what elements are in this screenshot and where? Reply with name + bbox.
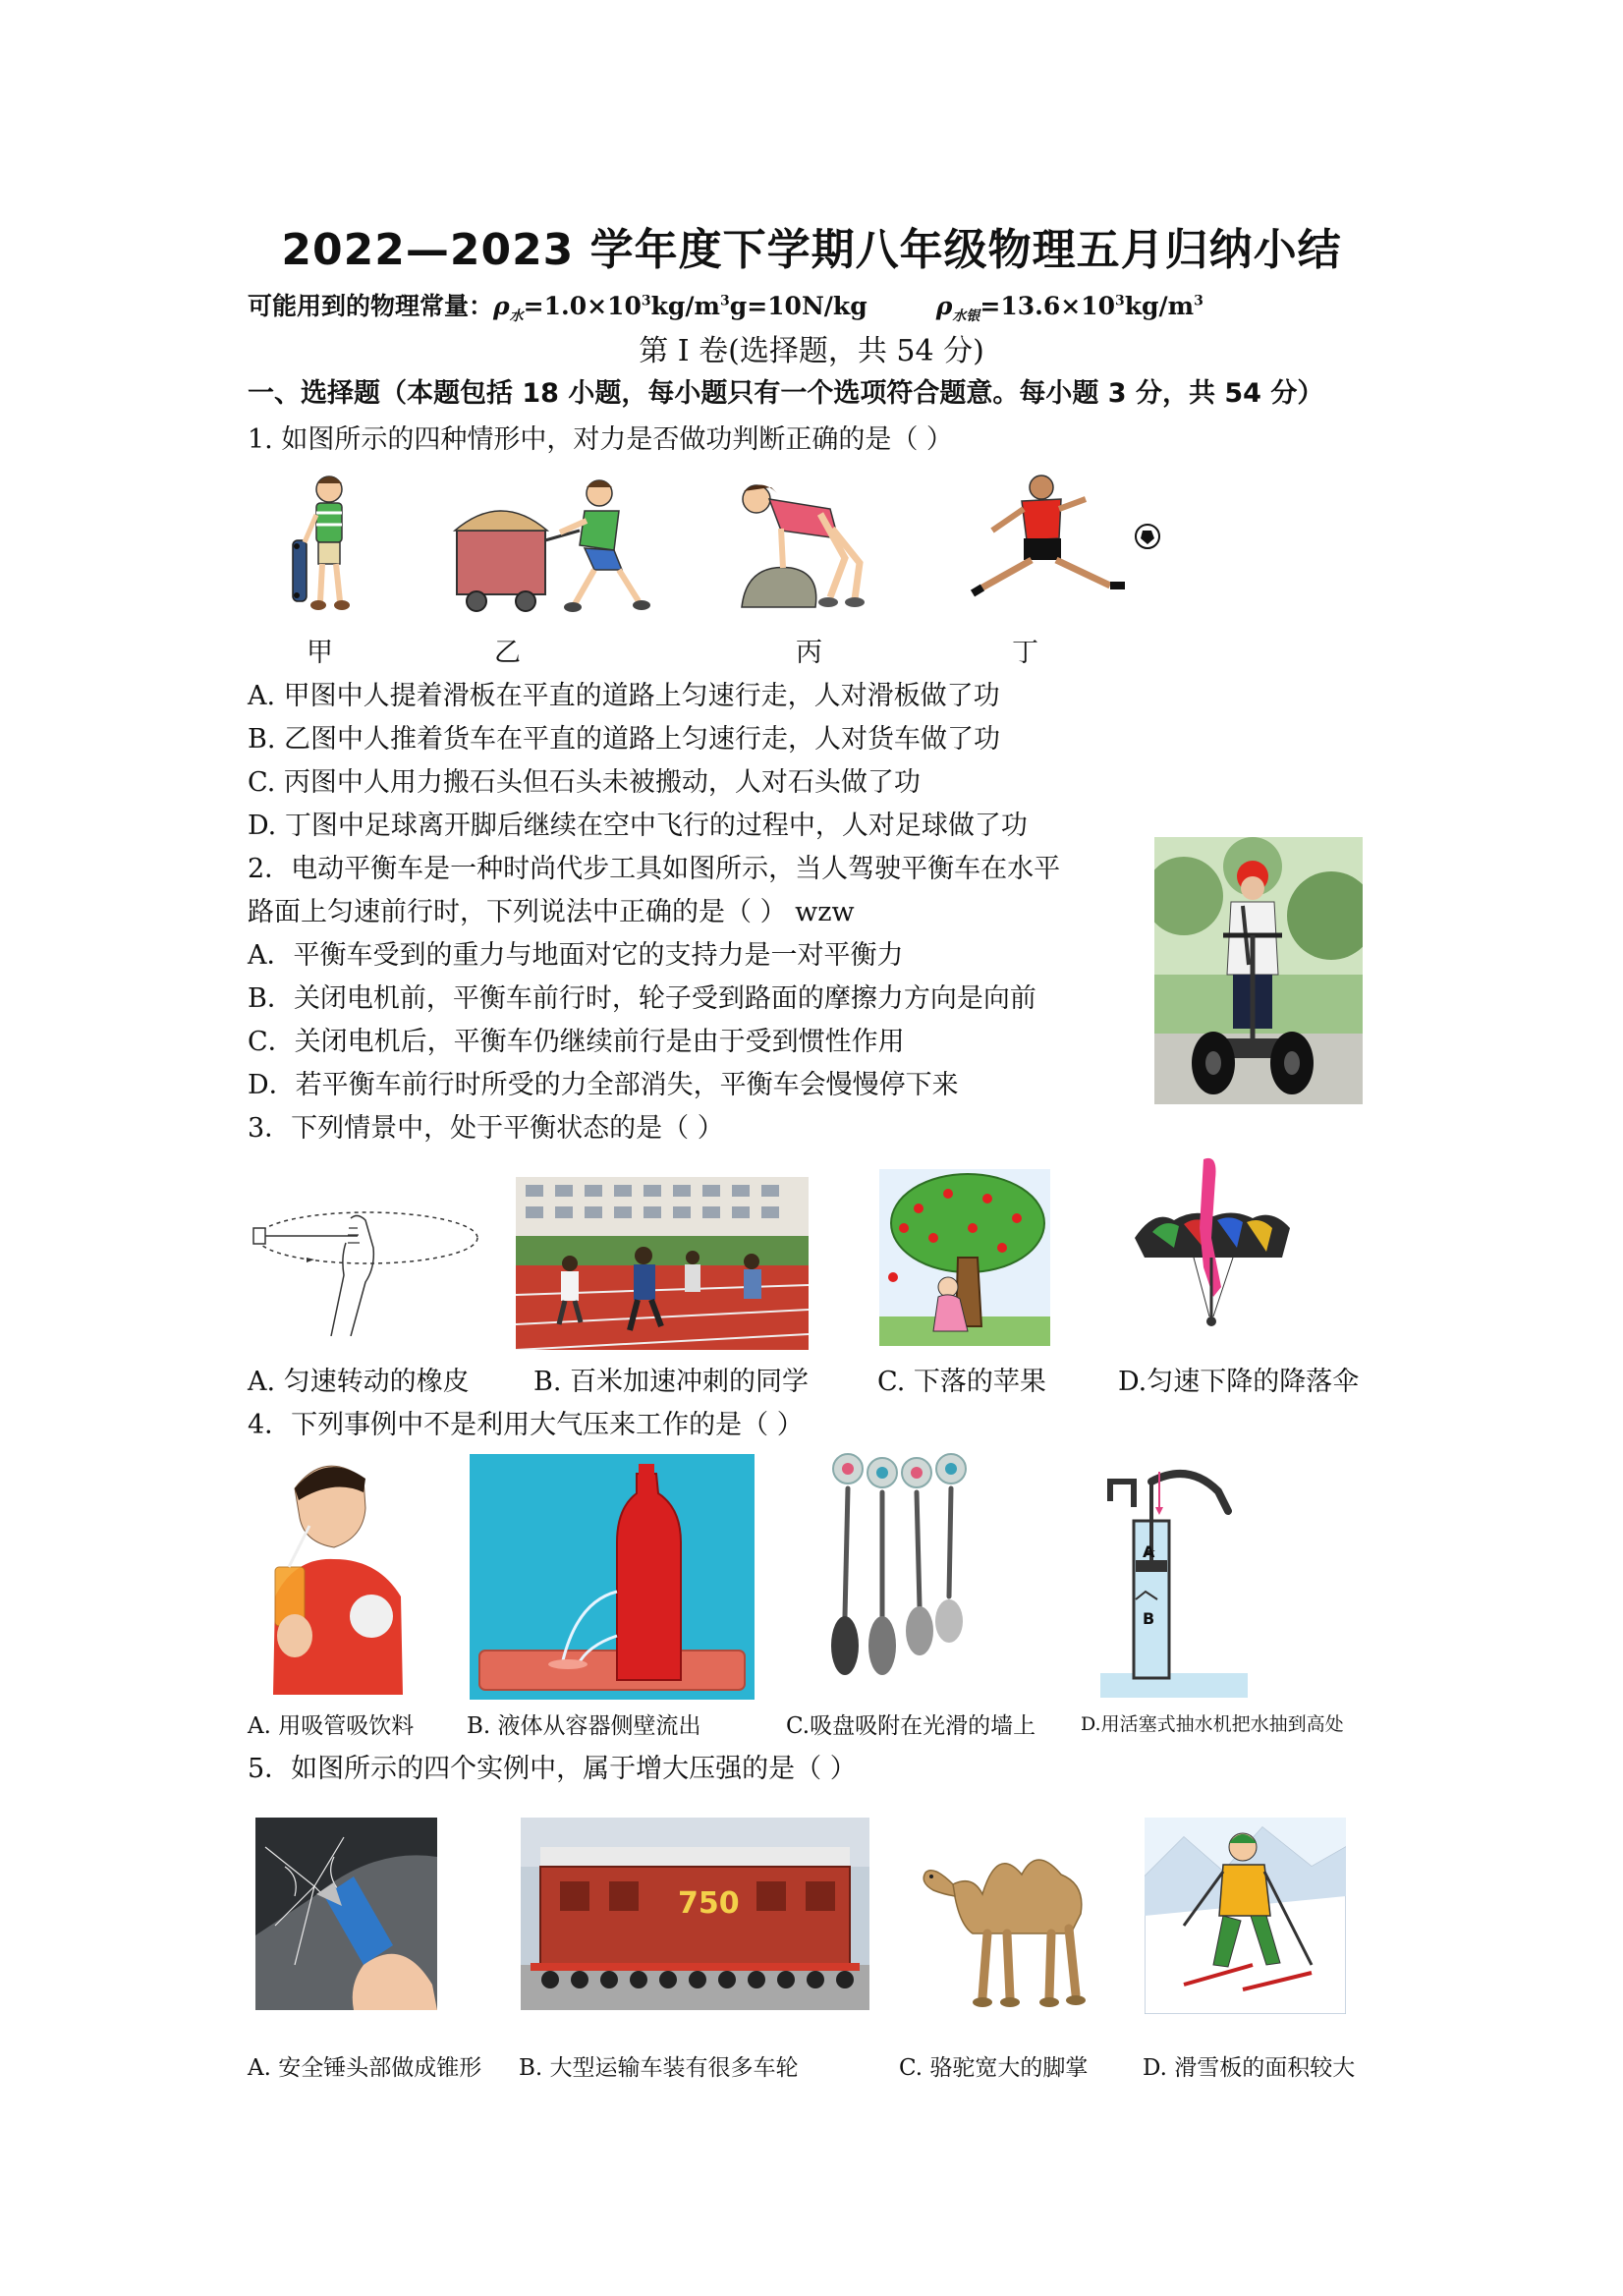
q1-figure-bing [722, 470, 879, 617]
q4-caption-d: D.用活塞式抽水机把水抽到高处 [1081, 1713, 1344, 1735]
q5-caption-b: B. 大型运输车装有很多车轮 [519, 2055, 799, 2081]
section-heading: 一、选择题（本题包括 18 小题，每小题只有一个选项符合题意。每小题 3 分，共 54 分） [248, 378, 1324, 409]
q3-figure-sprint [516, 1177, 809, 1350]
water-unit-exp: 3 [719, 293, 730, 309]
q3-figure-parachute [1135, 1149, 1290, 1346]
rho-symbol-2: ρ [935, 292, 953, 320]
water-density: =1.0×10 [523, 292, 642, 320]
q3-caption-d: D.匀速下降的降落伞 [1118, 1367, 1360, 1397]
q5-stem: 5．如图所示的四个实例中，属于增大压强的是（ ） [248, 1754, 857, 1784]
q2-option-d: D．若平衡车前行时所受的力全部消失，平衡车会慢慢停下来 [248, 1070, 959, 1100]
water-unit: kg/m [650, 292, 720, 320]
q1-option-d: D. 丁图中足球离开脚后继续在空中飞行的过程中，人对足球做了功 [248, 811, 1028, 841]
pump-label-a: A [1143, 1542, 1155, 1561]
volume-heading: 第 I 卷(选择题，共 54 分) [639, 334, 984, 368]
q3-caption-c: C. 下落的苹果 [877, 1367, 1046, 1397]
water-exp: 3 [641, 293, 651, 309]
q1-label-ding: 丁 [1012, 638, 1038, 668]
mercury-exp: 3 [1114, 293, 1125, 309]
q3-figure-apple-tree [879, 1169, 1050, 1346]
q4-stem: 4．下列事例中不是利用大气压来工作的是（ ） [248, 1410, 804, 1440]
mercury-unit-exp: 3 [1194, 293, 1203, 309]
q1-option-c: C. 丙图中人用力搬石头但石头未被搬动，人对石头做了功 [248, 767, 921, 798]
mercury-unit: kg/m [1124, 292, 1195, 320]
q3-stem: 3．下列情景中，处于平衡状态的是（ ） [248, 1113, 724, 1144]
q5-caption-a: A. 安全锤头部做成锥形 [248, 2055, 482, 2081]
q2-option-b: B．关闭电机前，平衡车前行时，轮子受到路面的摩擦力方向是向前 [248, 983, 1036, 1014]
water-subscript: 水 [509, 308, 524, 324]
q1-label-jia: 甲 [307, 638, 333, 668]
q1-figure-yi [447, 472, 653, 619]
q2-stem-line2: 路面上匀速前行时，下列说法中正确的是（ ） wzw [248, 897, 855, 927]
q4-figure-bottle [470, 1454, 755, 1700]
q4-figure-straw [255, 1449, 411, 1695]
q1-stem: 1. 如图所示的四种情形中，对力是否做功判断正确的是（ ） [248, 424, 953, 455]
q3-figure-eraser [248, 1189, 483, 1336]
physical-constants [248, 287, 1203, 325]
q4-figure-suction-cups [823, 1449, 980, 1695]
gravity-constant: g=10N/kg [729, 292, 867, 320]
q1-option-a: A. 甲图中人提着滑板在平直的道路上匀速行走，人对滑板做了功 [248, 681, 1000, 711]
pump-label-b: B [1143, 1609, 1155, 1628]
q3-caption-b: B. 百米加速冲刺的同学 [533, 1367, 810, 1397]
q5-figure-safety-hammer [255, 1818, 437, 2010]
q4-figure-piston-pump [1100, 1452, 1248, 1698]
q2-option-c: C．关闭电机后，平衡车仍继续前行是由于受到惯性作用 [248, 1027, 905, 1057]
q1-label-yi: 乙 [494, 638, 521, 668]
q5-figure-camel [914, 1825, 1108, 2012]
q5-figure-truck [521, 1818, 869, 2010]
constants-label: 可能用到的物理常量： [248, 292, 494, 320]
mercury-subscript: 水银 [952, 308, 980, 324]
page-title: 2022—2023 学年度下学期八年级物理五月归纳小结 [281, 225, 1342, 275]
q5-figure-skier [1145, 1818, 1346, 2014]
q3-caption-a: A. 匀速转动的橡皮 [248, 1367, 470, 1397]
q1-label-bing: 丙 [796, 638, 822, 668]
q5-caption-c: C. 骆驼宽大的脚掌 [899, 2055, 1089, 2081]
q1-figure-jia [285, 472, 364, 619]
mercury-density: =13.6×10 [979, 292, 1115, 320]
q2-option-a: A．平衡车受到的重力与地面对它的支持力是一对平衡力 [248, 940, 904, 971]
q2-segway-photo [1154, 837, 1363, 1104]
q4-caption-a: A. 用吸管吸饮料 [248, 1713, 415, 1739]
q2-stem-line1: 2．电动平衡车是一种时尚代步工具如图所示，当人驾驶平衡车在水平 [248, 854, 1061, 884]
q5-caption-d: D. 滑雪板的面积较大 [1143, 2055, 1356, 2081]
rho-symbol: ρ [493, 292, 510, 320]
q1-option-b: B. 乙图中人推着货车在平直的道路上匀速行走，人对货车做了功 [248, 724, 1001, 755]
q4-caption-b: B. 液体从容器侧壁流出 [467, 1713, 701, 1739]
q1-figure-ding [963, 470, 1169, 617]
truck-number: 750 [678, 1886, 740, 1921]
q4-caption-c: C.吸盘吸附在光滑的墙上 [786, 1713, 1036, 1739]
